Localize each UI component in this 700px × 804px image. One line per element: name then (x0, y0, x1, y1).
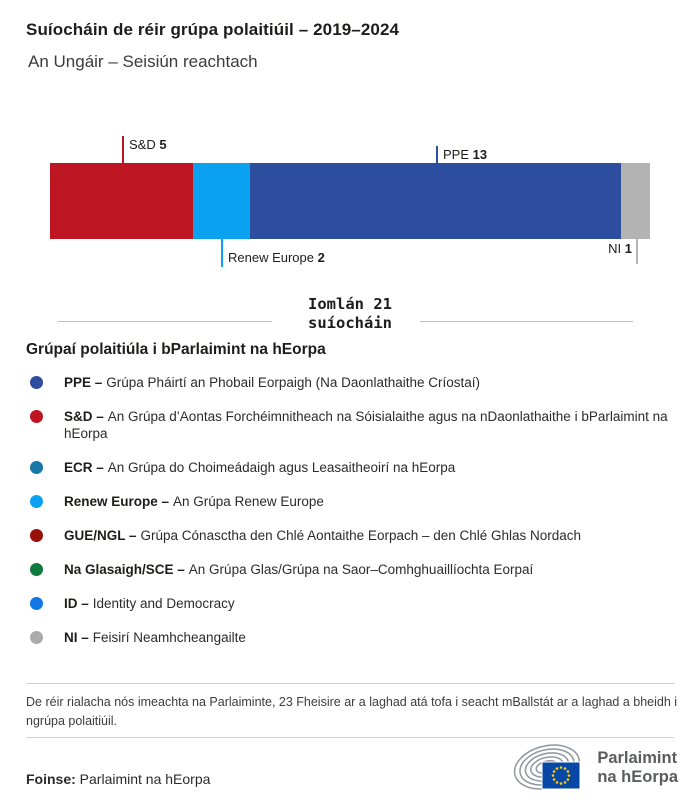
legend-description: Feisirí Neamhcheangailte (92, 630, 246, 645)
legend-abbr: S&D – (64, 409, 104, 424)
seat-bar-chart (0, 130, 700, 300)
sd-color-dot-icon (30, 410, 43, 423)
callout-tick-ppe (436, 146, 438, 163)
total-divider-left (58, 321, 272, 322)
legend-description: Grúpa Cónasctha den Chlé Aontaithe Eorpach – den Chlé Ghlas Nordach (140, 528, 582, 543)
legend-abbr: ID – (64, 596, 89, 611)
legend-item-sd (26, 408, 676, 442)
legend-item-id (26, 595, 676, 612)
legend-heading: Grúpaí polaitiúla i bParlaimint na hEorpa (26, 341, 326, 358)
bar-segment-ni (621, 163, 650, 239)
guengl-color-dot-icon (30, 529, 43, 542)
legend-description: An Grúpa do Choimeádaigh agus Leasaitheoirí na hEorpa (107, 460, 456, 475)
eu-flag-icon (542, 762, 580, 789)
legend-item-guengl (26, 527, 676, 544)
source-value: Parlaimint na hEorpa (79, 771, 211, 787)
page-title: Suíocháin de réir grúpa polaitiúil – 2019–2024 (26, 20, 400, 39)
legend-item-text (64, 374, 480, 391)
logo-line2: na hEorpa (597, 768, 678, 786)
bar-segment-renew (193, 163, 250, 239)
callout-label-ni (608, 241, 632, 256)
total-seats-text (308, 295, 392, 333)
legend-abbr: GUE/NGL – (64, 528, 137, 543)
group-name: NI (608, 241, 622, 256)
bar-segment-sd (50, 163, 193, 239)
source-line (26, 771, 210, 787)
legend-description: Grúpa Pháirtí an Phobail Eorpaigh (Na Daonlathaithe Críostaí) (106, 375, 480, 390)
bar-segment-ppe (250, 163, 621, 239)
seat-count: 2 (317, 250, 325, 265)
legend-item-ecr (26, 459, 676, 476)
ni-color-dot-icon (30, 631, 43, 644)
legend-description: An Grúpa d’Aontas Forchéimnitheach na Sóisialaithe agus na nDaonlathaithe i bParlaimint na hEorpa (64, 409, 668, 441)
legend-item-glasaigh (26, 561, 676, 578)
legend-description: An Grúpa Glas/Grúpa na Saor–Comhghuaillíochta Eorpaí (188, 562, 534, 577)
logo-line1: Parlaimint (597, 749, 678, 767)
source-divider (26, 737, 674, 738)
european-parliament-logo (511, 741, 678, 795)
callout-label-renew (228, 250, 325, 265)
renew-color-dot-icon (30, 495, 43, 508)
seat-count: 5 (159, 137, 167, 152)
source-label: Foinse: (26, 771, 76, 787)
legend-abbr: NI – (64, 630, 89, 645)
footnote: De réir rialacha nós imeachta na Parlaiminte, 23 Fheisire ar a laghad atá tofa i seacht mBallstát ar a laghad a bheidh i ngrúpa polaitiúil. (26, 695, 678, 728)
greens-color-dot-icon (30, 563, 43, 576)
legend-description: An Grúpa Renew Europe (173, 494, 324, 509)
callout-tick-renew (221, 239, 223, 267)
seat-count: 1 (624, 241, 632, 256)
page-subtitle: An Ungáir – Seisiún reachtach (28, 52, 258, 71)
callout-label-sd (129, 137, 167, 152)
callout-tick-sd (122, 136, 124, 163)
legend-abbr: Na Glasaigh/SCE – (64, 562, 185, 577)
total-line2: suíocháin (308, 314, 392, 332)
group-name: S&D (129, 137, 156, 152)
total-line1: Iomlán 21 (308, 295, 392, 313)
seat-count: 13 (472, 147, 488, 162)
legend-item-text (64, 493, 324, 510)
hemicycle-icon (511, 741, 589, 795)
legend-item-text (64, 408, 676, 442)
legend-item-text (64, 459, 455, 476)
group-name: PPE (443, 147, 470, 162)
ecr-color-dot-icon (30, 461, 43, 474)
legend-item-text (64, 561, 533, 578)
legend-item-renew (26, 493, 676, 510)
id-color-dot-icon (30, 597, 43, 610)
footnote-divider (26, 683, 674, 684)
ppe-color-dot-icon (30, 376, 43, 389)
group-name: Renew Europe (228, 250, 314, 265)
legend-item-text (64, 595, 235, 612)
total-seats-banner (0, 295, 700, 335)
legend-item-ni (26, 629, 676, 646)
logo-wordmark (597, 749, 678, 787)
legend-abbr: ECR – (64, 460, 104, 475)
callout-tick-ni (636, 239, 638, 264)
legend-description: Identity and Democracy (92, 596, 235, 611)
legend-item-ppe (26, 374, 676, 391)
legend-item-text (64, 629, 246, 646)
stacked-bar (50, 163, 650, 239)
legend-abbr: PPE – (64, 375, 103, 390)
legend (26, 341, 676, 663)
total-divider-right (420, 321, 633, 322)
legend-item-text (64, 527, 581, 544)
legend-abbr: Renew Europe – (64, 494, 170, 509)
callout-label-ppe (443, 147, 487, 162)
